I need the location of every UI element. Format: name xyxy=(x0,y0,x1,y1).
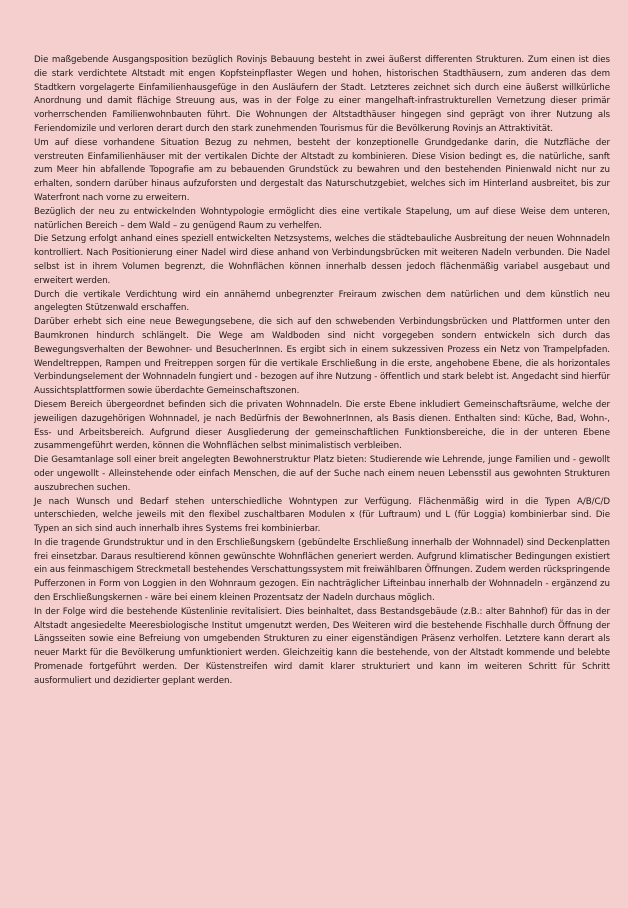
paragraph-vertical-stacking: Bezüglich der neu zu entwickelnden Wohntypologie ermöglicht dies eine vertikale Stapelung, um auf diese Weise dem unteren, natürlichen Bereich – dem Wald – zu genügend Raum zu verhelfen. xyxy=(34,206,610,231)
paragraph-starting-position: Die maßgebende Ausgangsposition bezüglich Rovinjs Bebauung besteht in zwei äußerst differenten Strukturen. Zum einen ist dies die stark verdichtete Altstadt mit engen Kopfsteinpflaster Wegen und hohen, historischen Stadthäusern, zum anderen das dem Stadtkern vorgelagerte Einfamilienhausgefüge in den Ausläufern der Stadt. Letzteres zeichnet sich durch eine äußerst willkürliche Anordnung und damit flächige Streuung aus, was in der Folge zu einer mangelhaft-infrastrukturellen Vernetzung dieser primär vorherrschenden Familienwohnbauten führt. Die Wohnungen der Altstadthäuser hingegen sind geprägt von ihrer Nutzung als Feriendomizile und verloren derart durch den stark zunehmenden Tourismus für die Bevölkerung Rovinjs an Attraktivität. xyxy=(34,55,610,134)
paragraph-free-space: Durch die vertikale Verdichtung wird ein annähernd unbegrenzter Freiraum zwischen dem natürlichen und dem künstlich neu angelegten Stützenwald erschaffen. xyxy=(34,289,610,314)
paragraph-housing-types: Je nach Wunsch und Bedarf stehen unterschiedliche Wohntypen zur Verfügung. Flächenmäßig wird in die Typen A/B/C/D unterschieden, welche jeweils mit den flexibel zuschaltbaren Modulen x (für Luftraum) und L (für Loggia) kombinierbar sind. Die Typen an sich sind auch innerhalb ihres Systems frei kombinierbar. xyxy=(34,496,610,535)
paragraph-private-needles: Diesem Bereich übergeordnet befinden sich die privaten Wohnnadeln. Die erste Ebene inkludiert Gemeinschaftsräume, welche der jeweiligen dazugehörigen Wohnnadel, je nach Bedürfnis der BewohnerInnen, als Basis dienen. Enthalten sind: Küche, Bad, Wohn-, Ess- und Arbeitsbereich. Aufgrund dieser Ausgliederung der gemeinschaftlichen Funktionsbereiche, die in der unteren Ebene zusammengeführt werden, können die Wohnflächen selbst minimalistisch verbleiben. xyxy=(34,399,610,452)
paragraph-residents: Die Gesamtanlage soll einer breit angelegten Bewohnerstruktur Platz bieten: Studierende wie Lehrende, junge Familien und - gewollt oder ungewollt - Alleinstehende oder einfach Menschen, die auf der Suche nach einem neuen Lebensstil aus gewohnten Strukturen auszubrechen suchen. xyxy=(34,455,610,493)
document-text-block xyxy=(34,54,610,689)
paragraph-structure: In die tragende Grundstruktur und in den Erschließungskern (gebündelte Erschließung innerhalb der Wohnnadel) sind Deckenplatten frei einsetzbar. Daraus resultierend können gewünschte Wohnflächen generiert werden. Aufgrund klimatischer Bedingungen existiert ein aus feinmaschigem Streckmetall bestehendes Verschattungssystem mit freiwählbaren Öffnungen. Zudem werden rückspringende Pufferzonen in Form von Loggien in den Wohnraum gezogen. Ein nachträglicher Lifteinbau innerhalb der Wohnnadeln - ergänzend zu den Erschließungskernen - wäre bei einem kleinen Prozentsatz der Nadeln durchaus möglich. xyxy=(34,537,610,604)
paragraph-movement-level: Darüber erhebt sich eine neue Bewegungsebene, die sich auf den schwebenden Verbindungsbrücken und Plattformen unter den Baumkronen hindurch schlängelt. Die Wege am Waldboden sind nicht vorgegeben sondern entwickeln sich durch das Bewegungsverhalten der Bewohner- und BesucherInnen. Es ergibt sich in einem sukzessiven Prozess ein Netz von Trampelpfaden. Wendeltreppen, Rampen und Freitreppen sorgen für die vertikale Erschließung in die erste, angehobene Ebene, die als horizontales Verbindungselement der Wohnnadeln fungiert und - bezogen auf ihre Nutzung - öffentlich und stark belebt ist. Angedacht sind hierfür Aussichtsplattformen sowie überdachte Gemeinschaftszonen. xyxy=(34,317,610,397)
paragraph-concept: Um auf diese vorhandene Situation Bezug zu nehmen, besteht der konzeptionelle Grundgedanke darin, die Nutzfläche der verstreuten Einfamilienhäuser mit der vertikalen Dichte der Altstadt zu kombinieren. Diese Vision bedingt es, die natürliche, sanft zum Meer hin abfallende Topografie am zu bebauenden Grundstück zu bewahren und den bestehenden Pinienwald nicht nur zu erhalten, sondern darüber hinaus aufzuforsten und dergestalt das Naturschutzgebiet, welches sich im Hinterland ausbreitet, bis zur Waterfront nach vorne zu erweitern. xyxy=(34,137,610,203)
paragraph-coastline: In der Folge wird die bestehende Küstenlinie revitalisiert. Dies beinhaltet, dass Bestandsgebäude (z.B.: alter Bahnhof) für das in der Altstadt angesiedelte Meeresbiologische Institut umgenutzt werden, Des Weiteren wird die bestehende Fischhalle durch Öffnung der Längsseiten sowie eine Befreiung von umgebenden Strukturen zu einer eigenständigen Präsenz verholfen. Letztere kann derart als neuer Markt für die Bevölkerung umfunktioniert werden. Gleichzeitig kann die bestehende, von der Altstadt kommende und belebte Promenade fortgeführt werden. Der Küstenstreifen wird damit klarer strukturiert und kann im weiteren Schritt für Schritt ausformuliert und dezidierter geplant werden. xyxy=(34,606,610,686)
paragraph-grid-system: Die Setzung erfolgt anhand eines speziell entwickelten Netzsystems, welches die städtebauliche Ausbreitung der neuen Wohnnadeln kontrolliert. Nach Positionierung einer Nadel wird diese anhand von Verbindungsbrücken mit weiteren Nadeln verbunden. Die Nadel selbst ist in ihrem Volumen begrenzt, die Wohnflächen können innerhalb dessen jedoch flächenmäßig variabel ausgebaut und erweitert werden. xyxy=(34,234,610,286)
